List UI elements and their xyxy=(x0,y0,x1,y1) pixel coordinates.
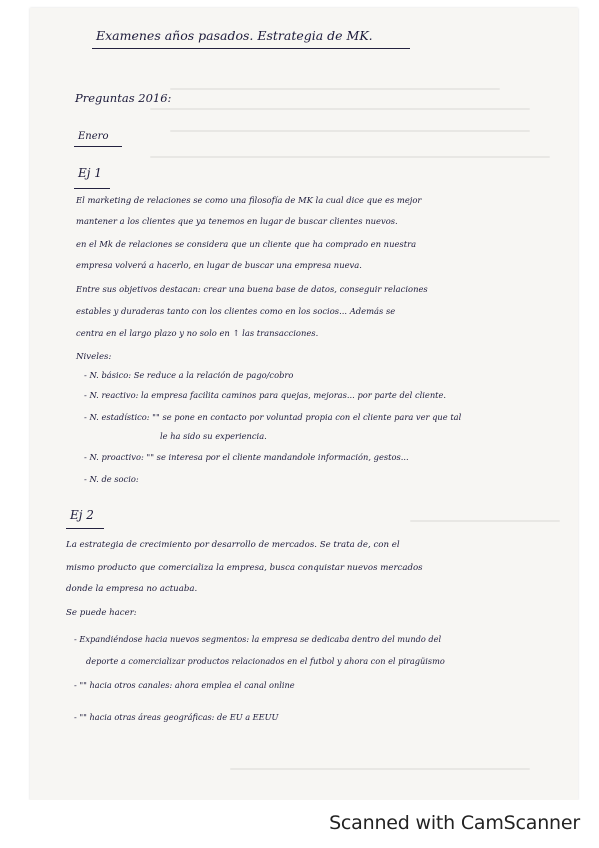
strategy-item: - "" hacia otras áreas geográficas: de EU a EEUU xyxy=(74,712,279,722)
levels-heading: Niveles: xyxy=(76,352,112,362)
title-underline xyxy=(92,48,410,49)
ej1-line: empresa volverá a hacerlo, en lugar de buscar una empresa nueva. xyxy=(76,260,362,270)
bleed-through-mark xyxy=(170,88,500,90)
bleed-through-mark xyxy=(230,768,530,770)
ej2-line: donde la empresa no actuaba. xyxy=(66,584,198,594)
strategy-item-continuation: deporte a comercializar productos relacionados en el futbol y ahora con el piragüismo xyxy=(86,656,445,666)
level-item: - N. proactivo: "" se interesa por el cliente mandandole información, gestos... xyxy=(84,452,409,462)
ej2-line: La estrategia de crecimiento por desarrollo de mercados. Se trata de, con el xyxy=(66,540,400,550)
month-label: Enero xyxy=(78,131,109,142)
exercise-1-underline xyxy=(74,188,110,189)
scanner-watermark: Scanned with CamScanner xyxy=(329,812,580,834)
strategy-item: - "" hacia otros canales: ahora emplea el canal online xyxy=(74,680,295,690)
month-underline xyxy=(74,146,122,147)
ej1-line: El marketing de relaciones se como una filosofía de MK la cual dice que es mejor xyxy=(76,195,422,205)
ej1-line: Entre sus objetivos destacan: crear una buena base de datos, conseguir relaciones xyxy=(76,284,428,294)
ej1-line: en el Mk de relaciones se considera que un cliente que ha comprado en nuestra xyxy=(76,239,417,249)
ej1-line: estables y duraderas tanto con los clientes como en los socios... Además se xyxy=(76,306,396,316)
level-item: - N. estadístico: "" se pone en contacto por voluntad propia con el cliente para ver que tal xyxy=(84,412,462,422)
exercise-1-heading: Ej 1 xyxy=(78,166,102,180)
level-item: - N. reactivo: la empresa facilita caminos para quejas, mejoras... por parte del cliente. xyxy=(84,390,447,400)
scanner-footer xyxy=(0,800,599,848)
page-subtitle: Preguntas 2016: xyxy=(75,91,172,105)
bleed-through-mark xyxy=(150,156,550,158)
can-do-heading: Se puede hacer: xyxy=(66,608,137,618)
level-item: - N. básico: Se reduce a la relación de pago/cobro xyxy=(84,370,294,380)
ej2-line: mismo producto que comercializa la empresa, busca conquistar nuevos mercados xyxy=(66,563,423,573)
scanned-page xyxy=(30,8,578,800)
bleed-through-mark xyxy=(170,130,530,132)
level-item: - N. de socio: xyxy=(84,474,139,484)
bleed-through-mark xyxy=(410,520,560,522)
strategy-item: - Expandiéndose hacia nuevos segmentos: la empresa se dedicaba dentro del mundo del xyxy=(74,634,442,644)
ej1-line: centra en el largo plazo y no solo en ↑ las transacciones. xyxy=(76,328,319,338)
ej1-line: mantener a los clientes que ya tenemos en lugar de buscar clientes nuevos. xyxy=(76,216,398,226)
exercise-2-underline xyxy=(66,528,104,529)
level-item-continuation: le ha sido su experiencia. xyxy=(160,431,267,441)
exercise-2-heading: Ej 2 xyxy=(70,508,94,522)
page-title: Examenes años pasados. Estrategia de MK. xyxy=(96,28,373,43)
bleed-through-mark xyxy=(150,108,530,110)
